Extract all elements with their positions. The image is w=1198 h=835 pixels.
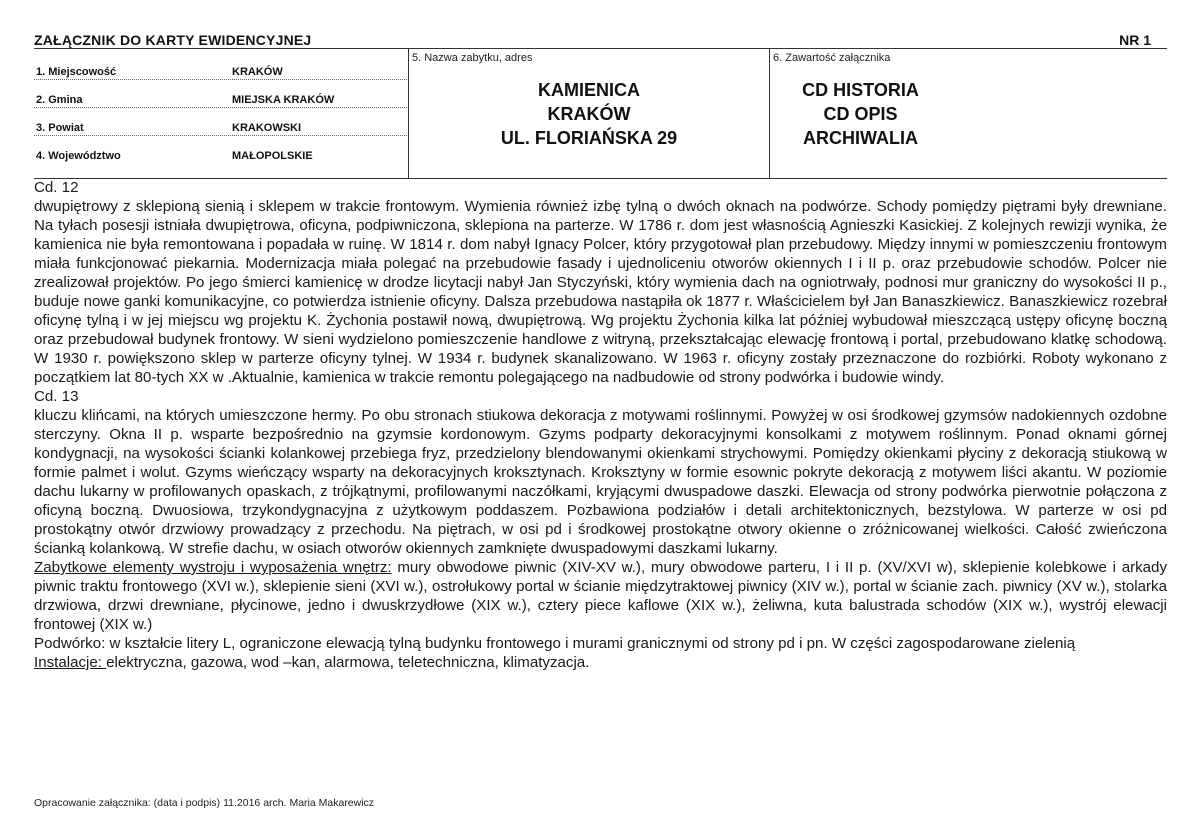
box6-caption: 6. Zawartość załącznika (773, 52, 891, 64)
field-value-wojewodztwo: MAŁOPOLSKIE (232, 150, 313, 162)
document-title: ZAŁĄCZNIK DO KARTY EWIDENCYJNEJ (34, 32, 312, 48)
description-body (34, 178, 1167, 672)
prepared-by-footer: Opracowanie załącznika: (data i podpis) 11.2016 arch. Maria Makarewicz (34, 797, 375, 809)
field-label-powiat: 3. Powiat (36, 122, 84, 134)
installations-paragraph (34, 653, 1167, 672)
document-number: NR 1 (1119, 32, 1151, 48)
header-rule (34, 48, 1167, 49)
field-dotted-line (34, 79, 407, 80)
monument-line-3: UL. FLORIAŃSKA 29 (500, 128, 678, 148)
divider-left (408, 48, 409, 179)
monument-line-2: KRAKÓW (547, 104, 631, 124)
cd12-label: Cd. 12 (34, 179, 79, 196)
courtyard-paragraph: Podwórko: w kształcie litery L, ograniczone elewacją tylną budynku frontowego i murami granicznymi od strony pd i pn. W części zagospodarowane zielenią (34, 635, 1076, 652)
contents-line-3: ARCHIWALIA (803, 128, 918, 148)
field-value-gmina: MIEJSKA KRAKÓW (232, 94, 335, 106)
field-label-wojewodztwo: 4. Województwo (36, 150, 121, 162)
cd12-paragraph: dwupiętrowy z sklepioną sienią i sklepem w trakcie frontowym. Wymienia również izbę tylną o dwóch oknach na podwórze. Schody pomiędzy piętrami były drewniane. Na tyłach posesji istniała dwupiętrowa, oficyna, podpiwniczona, sklepiona na parterze. W 1786 r. dom jest własnością Agnieszki Kasickiej. Z kolejnych rewizji wynika, że kamienica nie była remontowana i popadała w ruinę. W 1814 r. dom nabył Ignacy Polcer, który przygotował plan przebudowy. Między innymi w pomieszczeniu frontowym miała funkcjonować piekarnia. Modernizacja miała polegać na przebudowie fasady i ujednoliceniu otworów okiennych I i II p. oraz przebudowie schodów. Polcer nie zrealizował projektów. Po jego śmierci kamienicę w drodze licytacji nabył Jan Styczyński, który wymienia dach na ogniotrwały, podnosi mur graniczny do wysokości II p., buduje nowe ganki komunikacyjne, co potwierdza istnienie oficyny. Dalsza przebudowa nastąpiła ok 1877 r. Właścicielem był Jan Banaszkiewicz. Banaszkiewicz rozebrał oficynę tylną i w jej miejscu wg projektu K. Żychonia postawił nową, dwupiętrową. Wg projektu Żychonia kilka lat później wybudował mieszczącą ustępy oficynę boczną oraz przebudował budynek frontowy. W sieni wydzielono pomieszczenie handlowe z witryną, przekształcając elewację frontową i portal, przebudowano klatkę schodową. W 1930 r. powiększono sklep w parterze oficyny tylnej. W 1934 r. budynek skanalizowano. W 1963 r. oficyny zostały przeznaczone do rozbiórki. Roboty wykonano z początkiem lat 80-tych XX w .Aktualnie, kamienica w trakcie remontu polegającego na nadbudowie od strony podwórka i budowie windy. (34, 198, 1167, 386)
monument-name-address (410, 78, 768, 150)
contents-line-2: CD OPIS (823, 104, 898, 124)
field-label-gmina: 2. Gmina (36, 94, 83, 106)
field-value-miejscowosc: KRAKÓW (232, 66, 283, 78)
cd13-label: Cd. 13 (34, 388, 79, 405)
heritage-elements-paragraph (34, 558, 1167, 634)
field-label-miejscowosc: 1. Miejscowość (36, 66, 117, 78)
cd13-paragraph: kluczu klińcami, na których umieszczone hermy. Po obu stronach stiukowa dekoracja z motywami roślinnymi. Powyżej w osi środkowej gzymsów nadokiennych ozdobne sterczyny. Okna II p. wsparte bezpośrednio na gzymsie kordonowym. Gzyms podparty dekoracyjnymi konsolkami z motywem roślinnym. Ponad oknami górnej kondygnacji, na wysokości ścianki kolankowej przebiega fryz, przedzielony blendowanymi okienkami strychowymi. Pomiędzy okienkami płyciny z dekoracją stiukową w formie palmet i wolut. Gzyms wieńczący wsparty na dekoracyjnych kroksztynach. Kroksztyny w formie esownic pokryte dekoracją z motywem liści akantu. W poziomie dachu lukarny w profilowanych opaskach, z trójkątnymi, profilowanymi naczółkami, kryjącymi dwuspadowe daszki. Elewacja od strony podwórka pierwotnie połączona z oficyną boczną. Dwuosiowa, trzykondygnacyjna z użytkowym poddaszem. Pozbawiona podziałów i detali architektonicznych, bezstylowa. W parterze w osi pd prostokątny otwór drzwiowy prowadzący z przechodu. Na piętrach, w osi pd i środkowej prostokątne otwory okienne o zróżnicowanej wielkości. Całość zwieńczona ścianką kolankową. W strefie dachu, w osiach otworów okiennych zamknięte dwuspadowymi daszkami lukarny. (34, 407, 1167, 557)
field-value-powiat: KRAKOWSKI (232, 122, 302, 134)
contents-line-1: CD HISTORIA (802, 80, 919, 100)
attachment-contents (770, 78, 951, 150)
installations-label: Instalacje: (34, 654, 107, 671)
field-dotted-line (34, 107, 407, 108)
heritage-elements-text: mury obwodowe piwnic (XIV-XV w.), mury obwodowe parteru, I i II p. (XV/XVI w), sklepienie kolebkowe i arkady piwnic traktu frontowego (XVI w.), sklepienie sieni (XVI w.), ostrołukowy portal w ścianie międzytraktowej piwnicy (XIV w.), portal w ścianie zach. piwnicy (XV w.), stolarka drzwiowa, drzwi drewniane, płycinowe, jedno i dwuskrzydłowe (XIX w.), cztery piece kaflowe (XIX w.), żeliwna, kuta balustrada schodów (XIX w.), wystrój elewacji frontowej (XIX w.) (34, 559, 1167, 633)
monument-line-1: KAMIENICA (538, 80, 640, 100)
field-dotted-line (34, 135, 407, 136)
heritage-elements-label: Zabytkowe elementy wystroju i wyposażenia wnętrz: (34, 559, 392, 576)
box5-caption: 5. Nazwa zabytku, adres (412, 52, 533, 64)
installations-text: elektryczna, gazowa, wod –kan, alarmowa, teletechniczna, klimatyzacja. (106, 654, 590, 671)
